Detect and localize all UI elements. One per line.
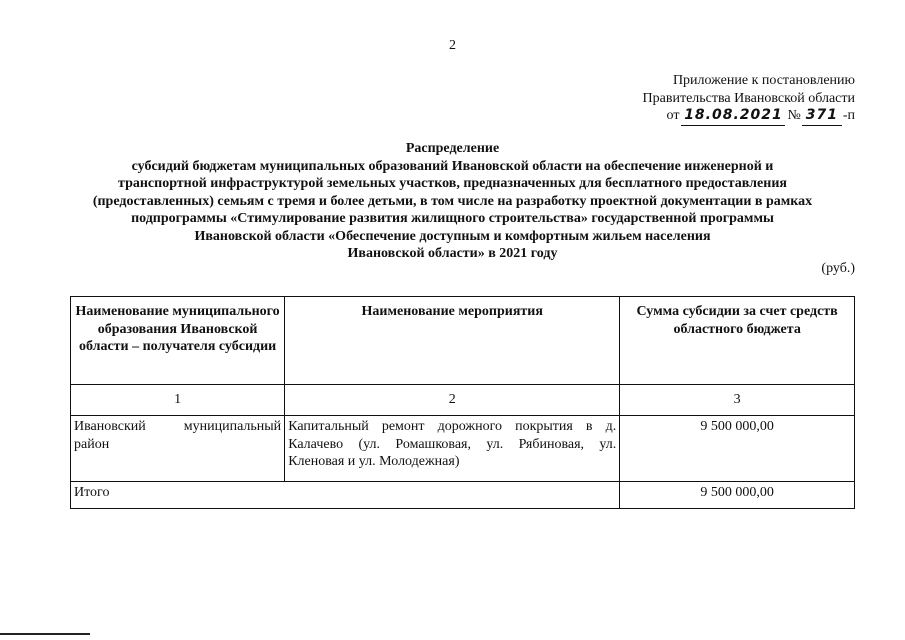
cell-municipality: Ивановский муниципальный район (71, 416, 285, 482)
column-number: 3 (620, 385, 855, 416)
appendix-line-1: Приложение к постановлению (672, 73, 855, 88)
title-line: транспортной инфраструктурой земельных участков, предназначенных для бесплатного предоставления (118, 176, 787, 191)
column-number-row (71, 385, 855, 416)
appendix-line-2: Правительства Ивановской области (642, 90, 855, 106)
from-label: от (666, 108, 680, 123)
number-label: № (787, 108, 801, 123)
header-amount: Сумма субсидии за счет средств областного бюджета (620, 297, 855, 385)
currency-unit: (руб.) (821, 261, 855, 276)
footer-divider (0, 633, 90, 635)
column-number: 1 (71, 385, 285, 416)
header-activity: Наименование мероприятия (285, 297, 620, 385)
header-municipality: Наименование муниципального образования Ивановской области – получателя субсидии (71, 297, 285, 385)
cell-amount: 9 500 000,00 (620, 416, 855, 482)
decree-number: 371 (802, 107, 842, 126)
column-number: 2 (285, 385, 620, 416)
title-line: Ивановской области» в 2021 году (347, 246, 558, 261)
document-title (60, 140, 845, 263)
decree-date: 18.08.2021 (681, 107, 785, 126)
title-line: подпрограммы «Стимулирование развития жилищного строительства» государственной программы (131, 211, 774, 226)
appendix-block (643, 72, 855, 126)
title-line: (предоставленных) семьям с тремя и более детьми, в том числе на разработку проектной документации в рамках (92, 193, 813, 209)
title-line: субсидий бюджетам муниципальных образований Ивановской области на обеспечение инженерной и (131, 158, 774, 174)
title-heading: Распределение (405, 141, 500, 156)
cell-activity: Капитальный ремонт дорожного покрытия в д. Калачево (ул. Ромашковая, ул. Рябиновая, ул. Кленовая и ул. Молодежная) (285, 416, 620, 482)
total-row (71, 482, 855, 509)
total-amount: 9 500 000,00 (620, 482, 855, 509)
table-header-row (71, 297, 855, 385)
total-label: Итого (71, 482, 620, 509)
decree-reference (643, 107, 855, 126)
page-number: 2 (449, 38, 456, 53)
table-row (71, 416, 855, 482)
subsidy-table (70, 296, 855, 509)
title-line: Ивановской области «Обеспечение доступным и комфортным жильем населения (194, 228, 711, 244)
number-suffix: -п (842, 108, 855, 123)
